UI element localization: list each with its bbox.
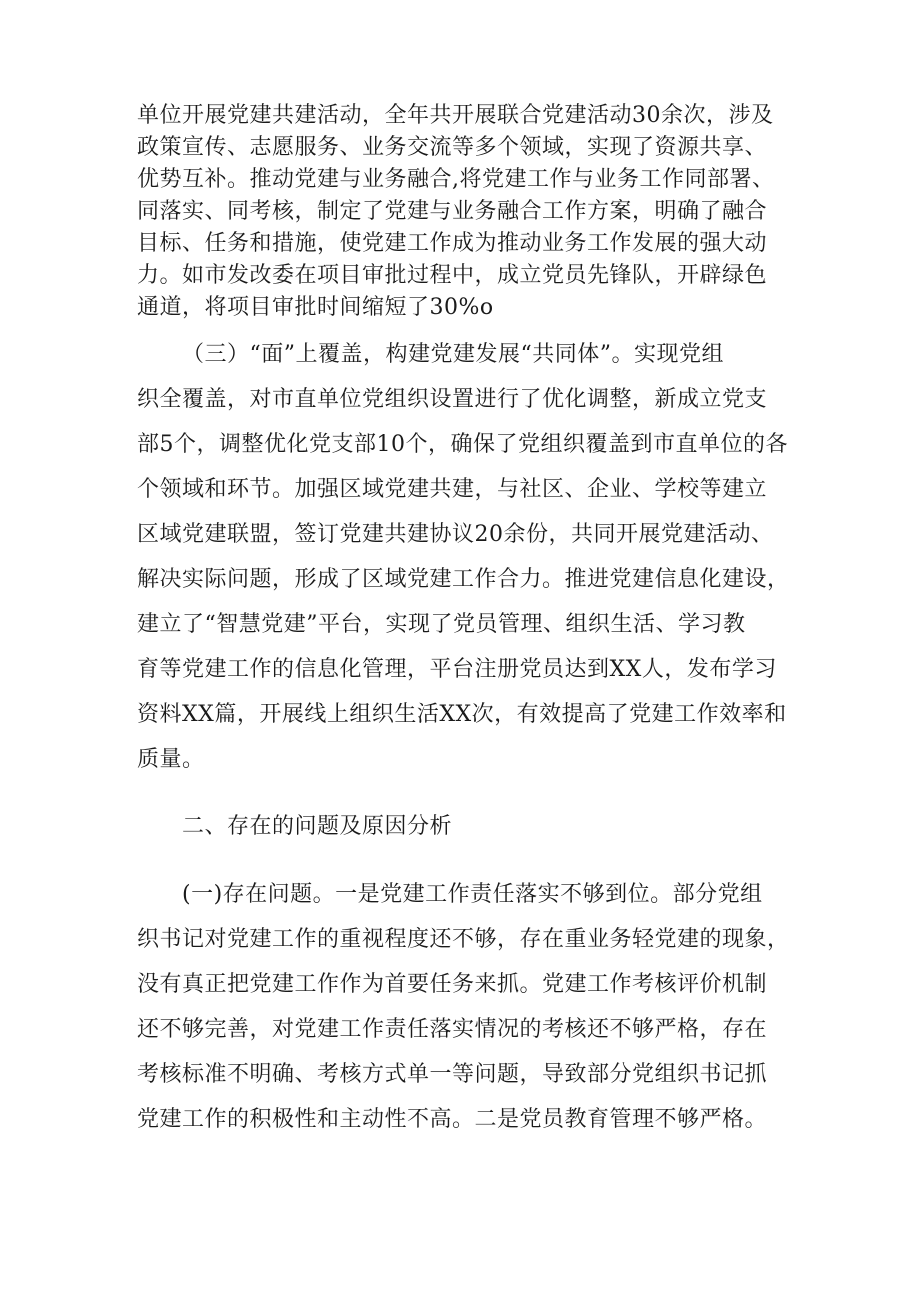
text-line: 质量。 <box>137 747 205 772</box>
text-line: 区域党建联盟，签订党建共建协议20余份，共同开展党建活动、 <box>137 522 774 547</box>
text-line: 部5个，调整优化党支部10个，确保了党组织覆盖到市直单位的各 <box>137 432 788 457</box>
text-line: 通道，将项目审批时间缩短了30%o <box>137 295 494 320</box>
text-line: 考核标准不明确、考核方式单一等问题，导致部分党组织书记抓 <box>137 1062 768 1087</box>
text-line: 力。如市发改委在项目审批过程中，成立党员先锋队，开辟绿色 <box>137 263 768 288</box>
text-line: 个领域和环节。加强区域党建共建，与社区、企业、学校等建立 <box>137 477 768 502</box>
text-line: 育等党建工作的信息化管理，平台注册党员达到XX人，发布学习 <box>137 657 777 682</box>
text-line: 建立了“智慧党建”平台，实现了党员管理、组织生活、学习教 <box>137 612 746 637</box>
text-line: 没有真正把党建工作作为首要任务来抓。党建工作考核评价机制 <box>137 972 768 997</box>
text-line: 同落实、同考核，制定了党建与业务融合工作方案，明确了融合 <box>137 199 768 224</box>
text-line: 织书记对党建工作的重视程度还不够，存在重业务轻党建的现象， <box>137 927 790 952</box>
text-line: 织全覆盖，对市直单位党组织设置进行了优化调整，新成立党支 <box>137 387 768 412</box>
section-heading: 二、存在的问题及原因分析 <box>182 814 453 839</box>
text-line: 还不够完善，对党建工作责任落实情况的考核还不够严格，存在 <box>137 1017 768 1042</box>
text-line: （三）“面”上覆盖，构建党建发展“共同体”。实现党组 <box>182 342 724 367</box>
text-line: 目标、任务和措施，使党建工作成为推动业务工作发展的强大动 <box>137 231 768 256</box>
text-line: 政策宣传、志愿服务、业务交流等多个领域，实现了资源共享、 <box>137 135 768 160</box>
text-line: (一)存在问题。一是党建工作责任落实不够到位。部分党组 <box>182 882 763 907</box>
text-line: 优势互补。推动党建与业务融合,将党建工作与业务工作同部署、 <box>137 167 775 192</box>
text-line: 解决实际问题，形成了区域党建工作合力。推进党建信息化建设， <box>137 567 790 592</box>
text-line: 资料XX篇，开展线上组织生活XX次，有效提高了党建工作效率和 <box>137 702 787 727</box>
text-line: 单位开展党建共建活动，全年共开展联合党建活动30余次，涉及 <box>137 103 774 128</box>
text-line: 党建工作的积极性和主动性不高。二是党员教育管理不够严格。 <box>137 1107 768 1132</box>
